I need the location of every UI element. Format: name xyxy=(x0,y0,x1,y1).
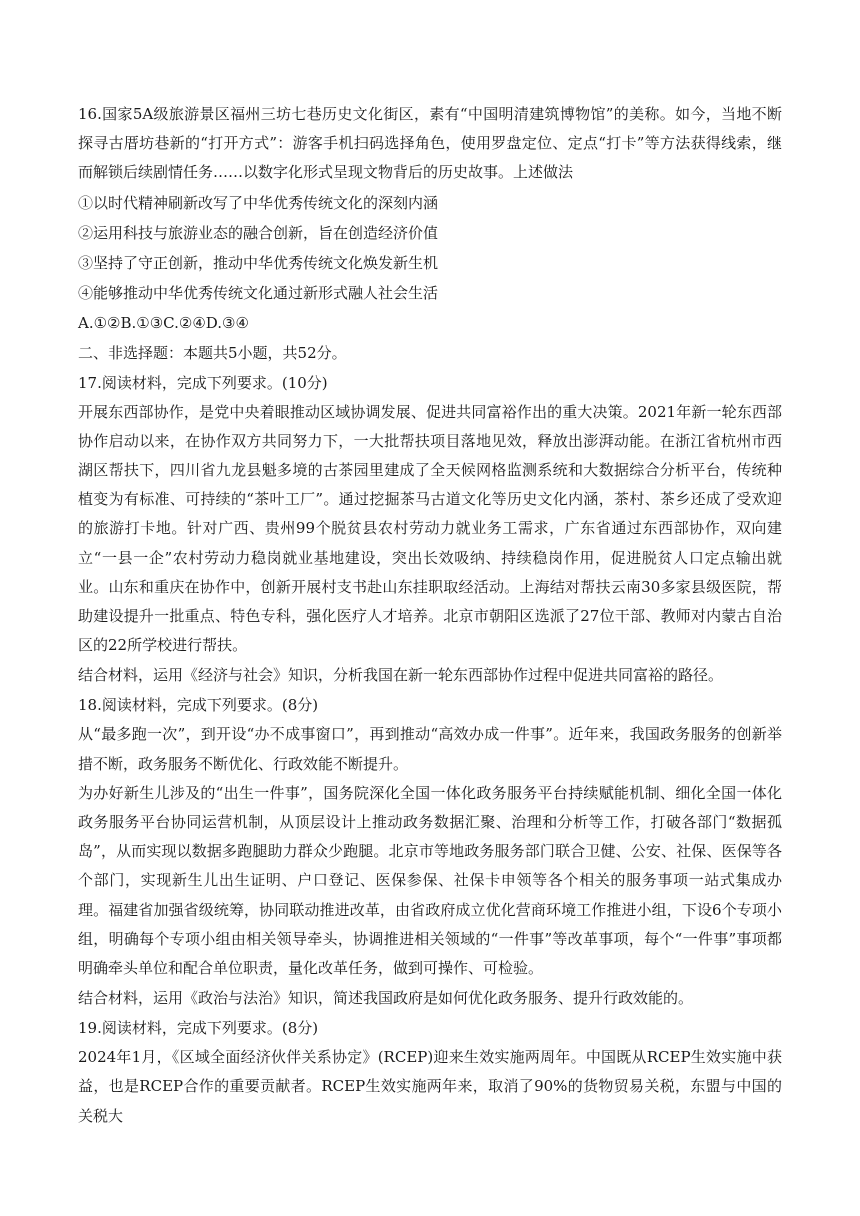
question-16-choices: A.①②B.①③C.②④D.③④ xyxy=(78,313,249,332)
question-16-option-3: ③坚持了守正创新，推动中华优秀传统文化焕发新生机 xyxy=(78,253,439,272)
question-16-stem: 16.国家5A级旅游景区福州三坊七巷历史文化街区，素有“中国明清建筑博物馆”的美称。如今，当地不断探寻古厝坊巷新的“打开方式”：游客手机扫码选择角色，使用罗盘定位、定点“打卡”等方法获得线索，继而解锁后续剧情任务……以数字化形式呈现文物背后的历史故事。上述做法 xyxy=(78,105,782,182)
question-17-title: 17.阅读材料，完成下列要求。(10分) xyxy=(78,373,328,392)
question-18-material-2: 为办好新生儿涉及的“出生一件事”，国务院深化全国一体化政务服务平台持续赋能机制、细化全国一体化政务服务平台协同运营机制，从顶层设计上推动政务数据汇聚、治理和分析等工作，打破各部门“数据孤岛”，从而实现以数据多跑腿助力群众少跑腿。北京市等地政务服务部门联合卫健、公安、社保、医保等各个部门，实现新生儿出生证明、户口登记、医保参保、社保卡申领等各个相关的服务事项一站式集成办理。福建省加强省级统筹，协同联动推进改革，由省政府成立优化营商环境工作推进小组，下设6个专项小组，明确每个专项小组由相关领导牵头，协调推进相关领域的“一件事”等改革事项，每个“一件事”事项都明确牵头单位和配合单位职责，量化改革任务，做到可操作、可检验。 xyxy=(78,783,782,978)
question-17-task: 结合材料，运用《经济与社会》知识，分析我国在新一轮东西部协作过程中促进共同富裕的路径。 xyxy=(78,666,724,685)
question-16-option-4: ④能够推动中华优秀传统文化通过新形式融人社会生活 xyxy=(78,283,439,302)
question-17-material: 开展东西部协作，是党中央着眼推动区域协调发展、促进共同富裕作出的重大决策。2021年新一轮东西部协作启动以来，在协作双方共同努力下，一大批帮扶项目落地见效，释放出澎湃动能。在浙江省杭州市西湖区帮扶下，四川省九龙县魁多境的古茶园里建成了全天候网格监测系统和大数据综合分析平台，传统种植变为有标准、可持续的“茶叶工厂”。通过挖掘茶马古道文化等历史文化内涵，茶村、茶乡还成了受欢迎的旅游打卡地。针对广西、贵州99个脱贫县农村劳动力就业务工需求，广东省通过东西部协作，双向建立“一县一企”农村劳动力稳岗就业基地建设，突出长效吸纳、持续稳岗作用，促进脱贫人口定点输出就业。山东和重庆在协作中，创新开展村支书赴山东挂职取经活动。上海结对帮扶云南30多家县级医院，帮助建设提升一批重点、特色专科，强化医疗人才培养。北京市朝阳区选派了27位干部、教师对内蒙古自治区的22所学校进行帮扶。 xyxy=(78,402,782,655)
question-18-task: 结合材料，运用《政治与法治》知识，简述我国政府是如何优化政务服务、提升行政效能的。 xyxy=(78,989,694,1008)
question-16-option-1: ①以时代精神刷新改写了中华优秀传统文化的深刻内涵 xyxy=(78,193,439,212)
section-2-heading: 二、非选择题：本题共5小题，共52分。 xyxy=(78,343,347,362)
question-19-title: 19.阅读材料，完成下列要求。(8分) xyxy=(78,1019,319,1038)
question-18-material-1: 从“最多跑一次”，到开设“办不成事窗口”，再到推动“高效办成一件事”。近年来，我国政务服务的创新举措不断，政务服务不断优化、行政效能不断提升。 xyxy=(78,725,782,773)
question-18-title: 18.阅读材料，完成下列要求。(8分) xyxy=(78,696,319,715)
question-19-material: 2024年1月，《区域全面经济伙伴关系协定》(RCEP)迎来生效实施两周年。中国既从RCEP生效实施中获益，也是RCEP合作的重要贡献者。RCEP生效实施两年来，取消了90%的货物贸易关税，东盟与中国的关税大 xyxy=(78,1048,782,1125)
exam-page xyxy=(78,100,782,1131)
question-16-option-2: ②运用科技与旅游业态的融合创新，旨在创造经济价值 xyxy=(78,223,439,242)
